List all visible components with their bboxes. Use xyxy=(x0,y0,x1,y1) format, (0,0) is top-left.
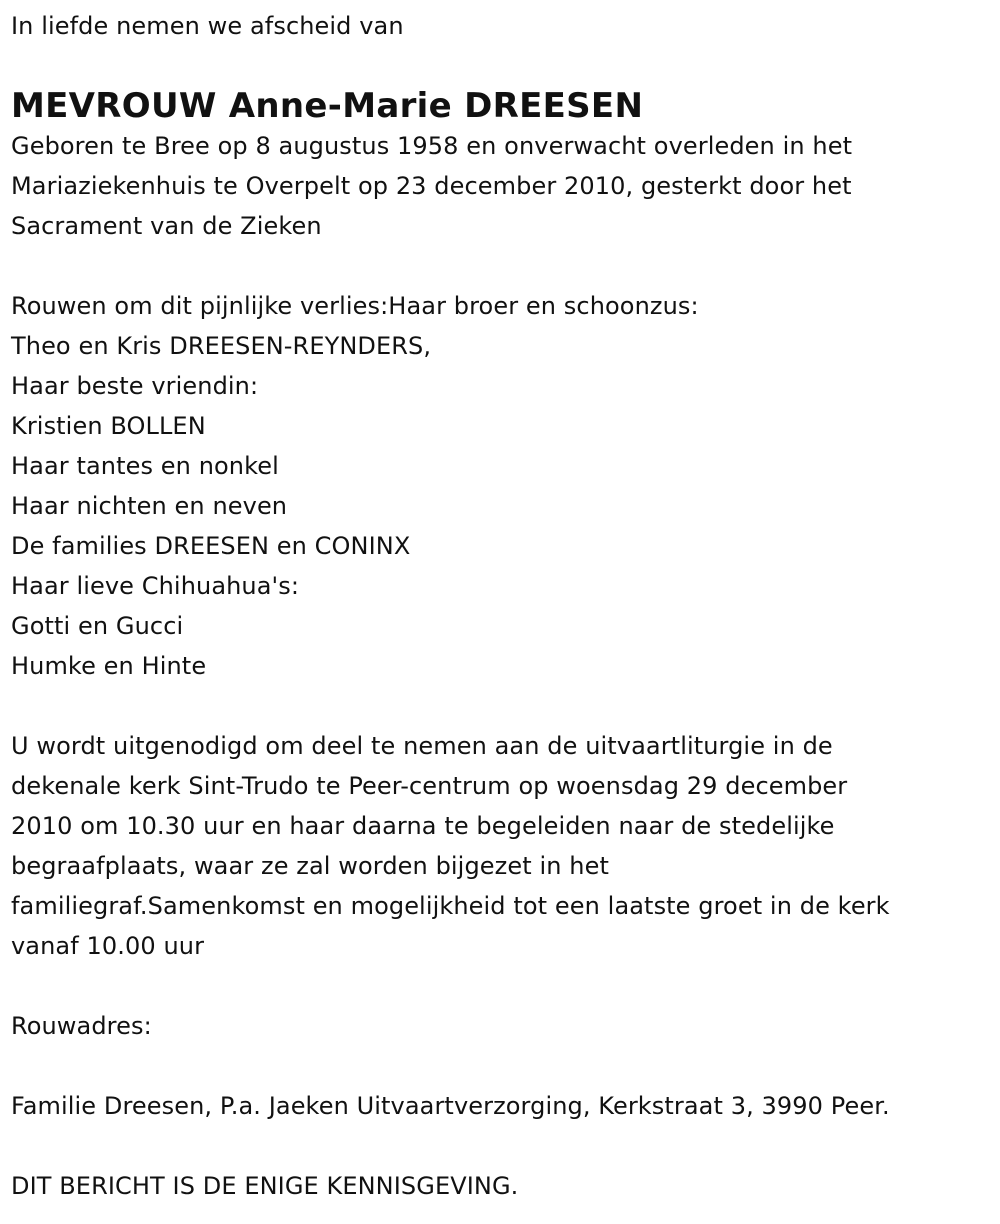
mourner-line: De families DREESEN en CONINX xyxy=(11,532,411,560)
funeral-line: vanaf 10.00 uur xyxy=(11,932,205,960)
details-line: Geboren te Bree op 8 augustus 1958 en onverwacht overleden in het xyxy=(11,132,853,160)
closing-statement: DIT BERICHT IS DE ENIGE KENNISGEVING. xyxy=(11,1172,519,1200)
details-line: Mariaziekenhuis te Overpelt op 23 december 2010, gesterkt door het xyxy=(11,172,852,200)
funeral-details xyxy=(11,726,991,966)
mourner-line: Haar beste vriendin: xyxy=(11,372,259,400)
death-notice xyxy=(11,6,991,1206)
deceased-name: MEVROUW Anne-Marie DREESEN xyxy=(11,86,644,126)
spacer xyxy=(11,1046,991,1086)
mourner-line: Haar tantes en nonkel xyxy=(11,452,279,480)
funeral-line: familiegraf.Samenkomst en mogelijkheid tot een laatste groet in de kerk xyxy=(11,892,890,920)
mourner-line: Rouwen om dit pijnlijke verlies:Haar broer en schoonzus: xyxy=(11,292,699,320)
funeral-line: 2010 om 10.30 uur en haar daarna te begeleiden naar de stedelijke xyxy=(11,812,835,840)
address-label: Rouwadres: xyxy=(11,1012,152,1040)
intro-text: In liefde nemen we afscheid van xyxy=(11,12,404,40)
spacer xyxy=(11,966,991,1006)
spacer xyxy=(11,1126,991,1166)
mourner-line: Haar nichten en neven xyxy=(11,492,288,520)
funeral-line: U wordt uitgenodigd om deel te nemen aan de uitvaartliturgie in de xyxy=(11,732,833,760)
mourning-address: Familie Dreesen, P.a. Jaeken Uitvaartverzorging, Kerkstraat 3, 3990 Peer. xyxy=(11,1092,890,1120)
spacer xyxy=(11,686,991,726)
birth-death-details xyxy=(11,126,991,246)
details-line: Sacrament van de Zieken xyxy=(11,212,322,240)
mourner-line: Gotti en Gucci xyxy=(11,612,184,640)
mourners-list xyxy=(11,286,991,686)
mourner-line: Theo en Kris DREESEN-REYNDERS, xyxy=(11,332,432,360)
mourner-line: Humke en Hinte xyxy=(11,652,207,680)
funeral-line: dekenale kerk Sint-Trudo te Peer-centrum op woensdag 29 december xyxy=(11,772,848,800)
mourner-line: Haar lieve Chihuahua's: xyxy=(11,572,300,600)
funeral-line: begraafplaats, waar ze zal worden bijgezet in het xyxy=(11,852,609,880)
mourner-line: Kristien BOLLEN xyxy=(11,412,206,440)
spacer xyxy=(11,246,991,286)
